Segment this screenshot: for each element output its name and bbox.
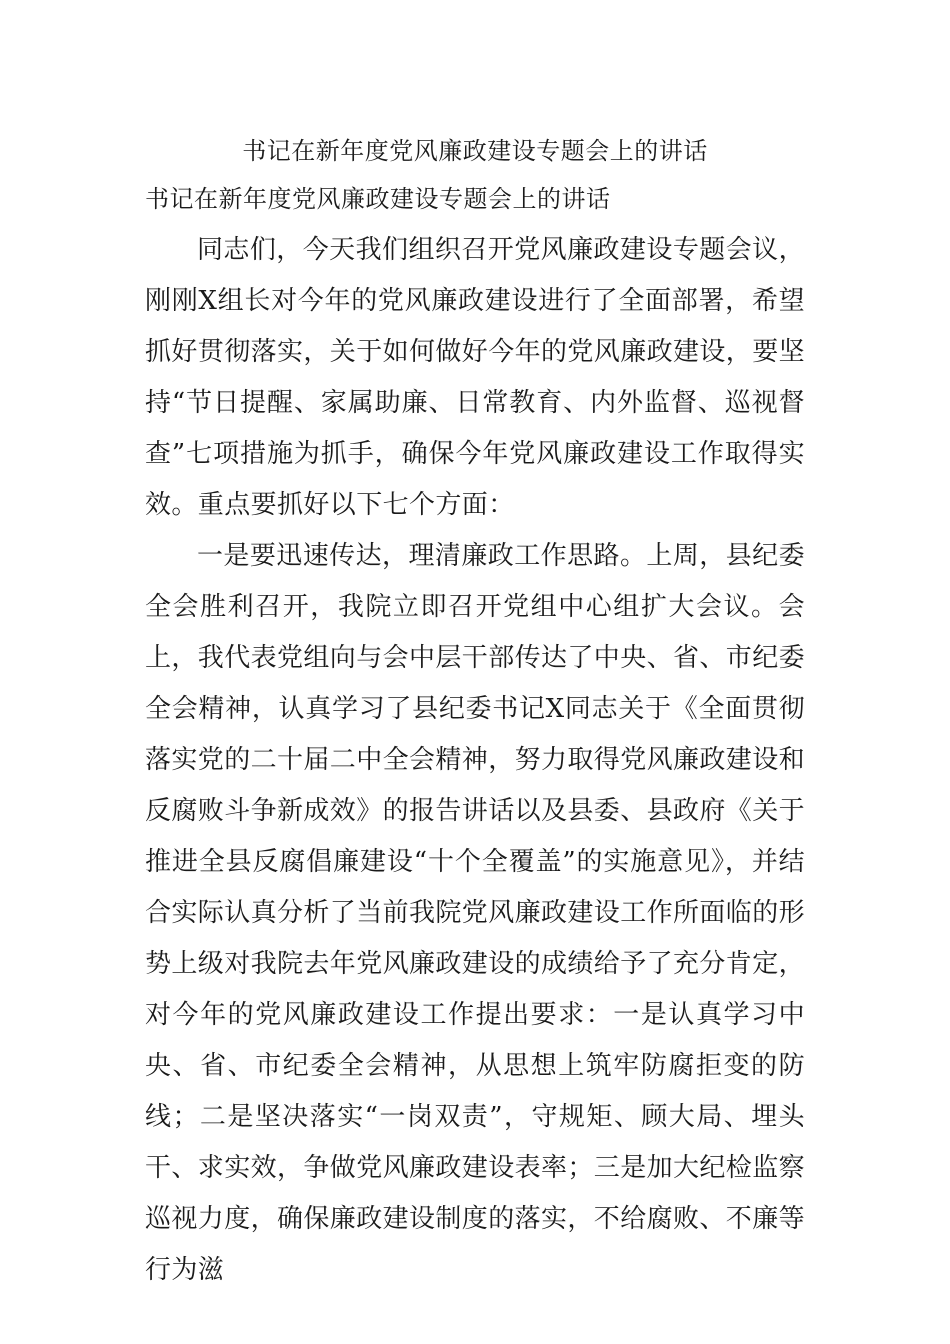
document-title: 书记在新年度党风廉政建设专题会上的讲话 [242,137,708,165]
document-body [145,225,805,1296]
paragraph-intro: 同志们，今天我们组织召开党风廉政建设专题会议，刚刚X组长对今年的党风廉政建设进行了全面部署，希望抓好贯彻落实，关于如何做好今年的党风廉政建设，要坚持“节日提醒、家属助廉、日常教育、内外监督、巡视督查”七项措施为抓手，确保今年党风廉政建设工作取得实效。重点要抓好以下七个方面： [145,235,806,520]
document-subtitle: 书记在新年度党风廉政建设专题会上的讲话 [145,185,611,213]
paragraph-point-one: 一是要迅速传达，理清廉政工作思路。上周，县纪委全会胜利召开，我院立即召开党组中心组扩大会议。会上，我代表党组向与会中层干部传达了中央、省、市纪委全会精神，认真学习了县纪委书记X同志关于《全面贯彻落实党的二十届二中全会精神，努力取得党风廉政建设和反腐败斗争新成效》的报告讲话以及县委、县政府《关于推进全县反腐倡廉建设“十个全覆盖”的实施意见》，并结合实际认真分析了当前我院党风廉政建设工作所面临的形势上级对我院去年党风廉政建设的成绩给予了充分肯定，对今年的党风廉政建设工作提出要求：一是认真学习中央、省、市纪委全会精神，从思想上筑牢防腐拒变的防线；二是坚决落实“一岗双责”，守规矩、顾大局、埋头干、求实效，争做党风廉政建设表率；三是加大纪检监察巡视力度，确保廉政建设制度的落实，不给腐败、不廉等行为滋 [145,541,806,1285]
